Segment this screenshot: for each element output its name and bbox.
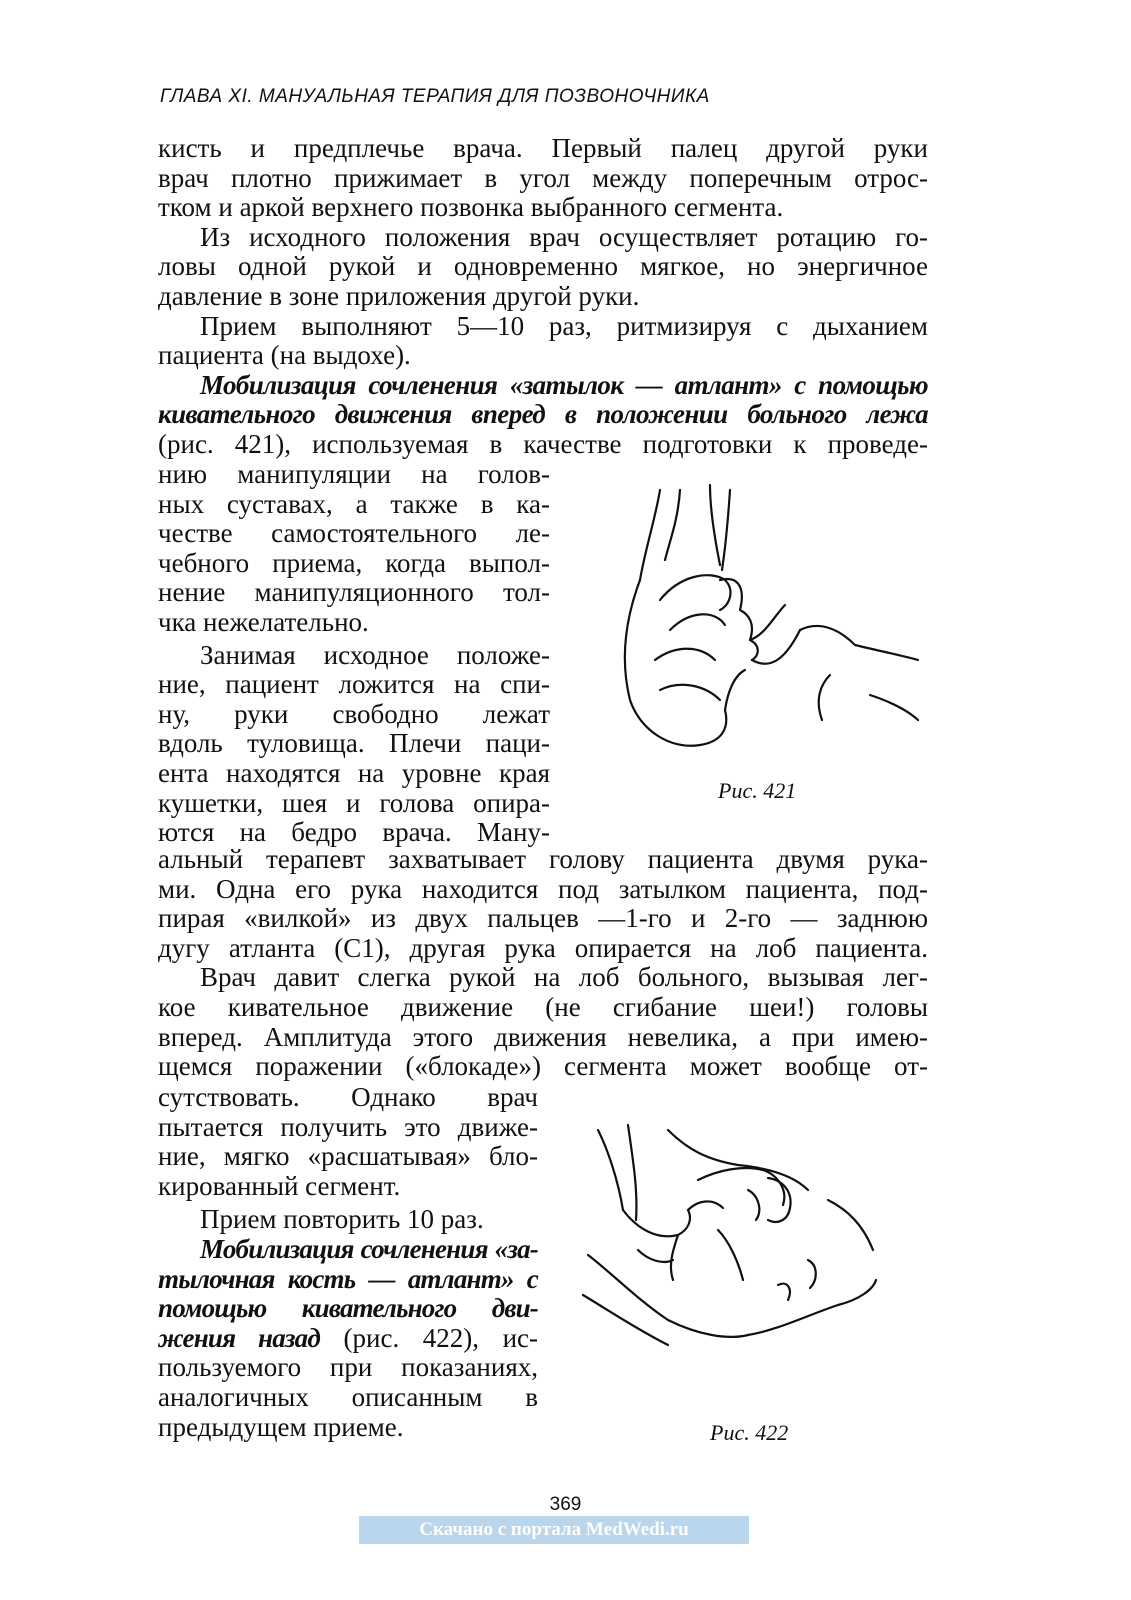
text-line: кисть и предплечье врача. Первый палец другой руки <box>158 133 928 163</box>
text-line: предыдущем приеме. <box>158 1411 404 1442</box>
paragraph-1 <box>158 134 928 223</box>
text-line: нение манипуляционного тол- <box>158 577 550 608</box>
figure-421-illustration <box>600 480 920 780</box>
text-line: врач плотно прижимает в угол между поперечным отрос- <box>158 162 928 193</box>
download-banner: Скачано с портала MedWedi.ru <box>359 1516 749 1544</box>
text-line: ние, пациент ложится на спи- <box>158 669 550 700</box>
text-line: кированный сегмент. <box>158 1170 401 1201</box>
paragraph-4 <box>158 371 928 460</box>
text-line: альный терапевт захватывает голову пациента двумя рука- <box>158 844 928 874</box>
text-line: пациента (на выдохе). <box>158 340 411 371</box>
text-line: вдоль туловища. Плечи паци- <box>158 728 550 759</box>
text-line: честве самостоятельного ле- <box>158 518 550 549</box>
figure-422-caption: Рис. 422 <box>710 1420 789 1445</box>
text-block-top <box>158 134 928 460</box>
bold-italic-line: тылочная кость — атлант» с <box>158 1263 538 1294</box>
bold-italic-line: Мобилизация сочленения «затылок — атлант» с помощью <box>200 369 928 400</box>
text-line: Врач давит слегка рукой на лоб больного, вызывая лег- <box>200 962 928 993</box>
paragraph-3 <box>158 312 928 371</box>
text-line: кое кивательное движение (не сгибание шеи!) головы <box>158 991 928 1022</box>
text-line: тком и аркой верхнего позвонка выбранного сегмента. <box>158 192 784 223</box>
text-line: пытается получить это движе- <box>158 1111 538 1142</box>
text-line: пользуемого при показаниях, <box>158 1352 538 1383</box>
text-line: вперед. Амплитуда этого движения невелика, а при имею- <box>158 1021 928 1052</box>
text-line: чебного приема, когда выпол- <box>158 547 550 578</box>
text-run: (рис. 422), ис- <box>343 1322 539 1353</box>
figure-422-illustration <box>578 1120 878 1400</box>
text-line: ных суставах, а также в ка- <box>158 488 550 519</box>
bold-italic-line: кивательного движения вперед в положении больного лежа <box>158 399 928 430</box>
text-line: давление в зоне приложения другой руки. <box>158 280 640 311</box>
text-line: Прием выполняют 5—10 раз, ритмизируя с дыханием <box>200 310 928 341</box>
text-block-fig421 <box>158 460 550 848</box>
text-line: ента находятся на уровне края <box>158 757 550 788</box>
text-block-middle <box>158 845 928 1082</box>
bold-italic-line: помощью кивательного дви- <box>158 1293 538 1324</box>
bold-italic-line: Мобилизация сочленения «за- <box>200 1233 538 1264</box>
text-line: ну, руки свободно лежат <box>158 698 550 729</box>
running-header: ГЛАВА XI. МАНУАЛЬНАЯ ТЕРАПИЯ ДЛЯ ПОЗВОНОЧНИКА <box>160 86 710 107</box>
text-line: (рис. 421), используемая в качестве подготовки к проведе- <box>158 428 928 459</box>
text-line: сутствовать. Однако врач <box>158 1082 538 1112</box>
page-number: 369 <box>549 1494 582 1515</box>
text-line <box>158 1324 538 1354</box>
text-line: нию манипуляции на голов- <box>158 459 550 489</box>
text-line: пирая «вилкой» из двух пальцев —1-го и 2-го — заднюю <box>158 903 928 934</box>
text-line: кушетки, шея и голова опира- <box>158 787 550 818</box>
text-line: чка нежелательно. <box>158 606 369 637</box>
bold-italic-run: жения назад <box>158 1322 320 1353</box>
text-line: ми. Одна его рука находится под затылком пациента, под- <box>158 873 928 904</box>
text-line: ние, мягко «расшатывая» бло- <box>158 1141 538 1172</box>
text-line: дугу атланта (С1), другая рука опирается на лоб пациента. <box>158 932 928 963</box>
figure-421-caption: Рис. 421 <box>718 778 797 803</box>
text-line: щемся поражении («блокаде») сегмента может вообще от- <box>158 1051 928 1082</box>
text-line: ются на бедро врача. Ману- <box>158 817 550 848</box>
text-block-fig422 <box>158 1083 538 1442</box>
text-line: аналогичных описанным в <box>158 1381 538 1412</box>
text-line: Прием повторить 10 раз. <box>200 1204 484 1235</box>
paragraph-2 <box>158 223 928 312</box>
text-line: Из исходного положения врач осуществляет ротацию го- <box>200 221 928 252</box>
text-line: ловы одной рукой и одновременно мягкое, но энергичное <box>158 251 928 282</box>
text-line: Занимая исходное положе- <box>200 639 550 670</box>
